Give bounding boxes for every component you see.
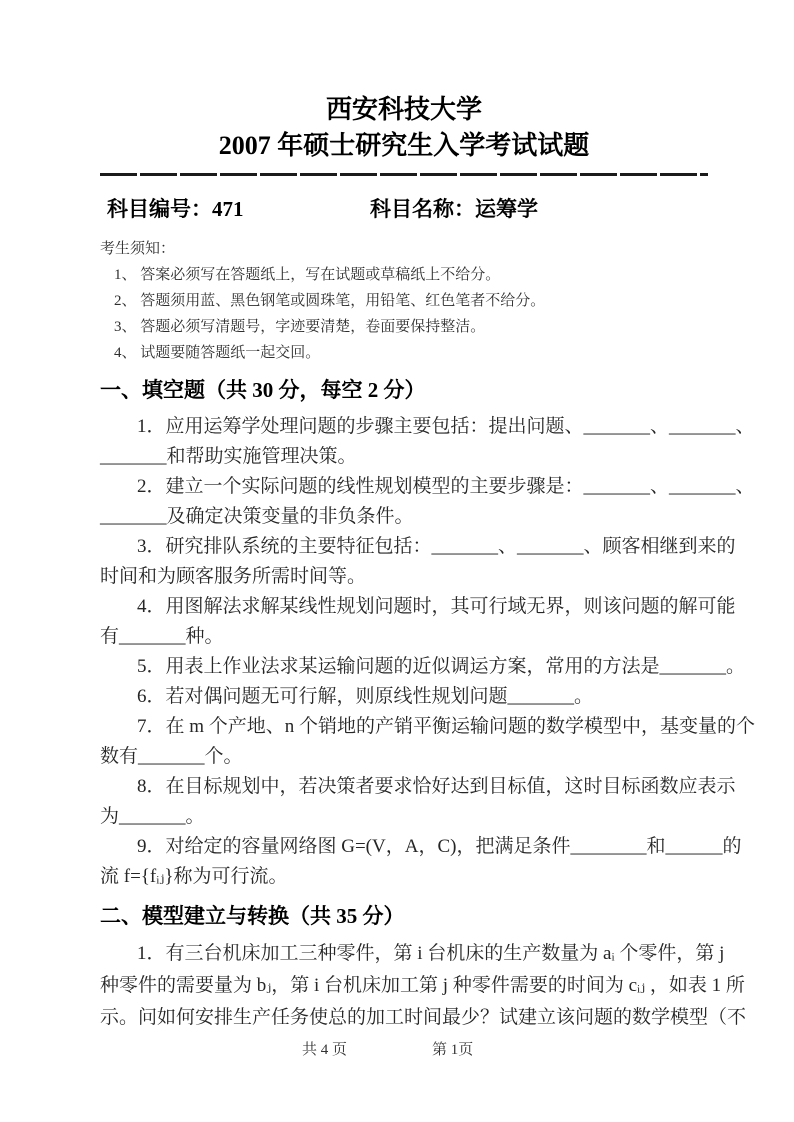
notice-item-2: 2、 答题须用蓝、黑色钢笔或圆珠笔，用铅笔、红色笔者不给分。 — [114, 293, 546, 309]
question-line: 5．用表上作业法求某运输问题的近似调运方案，常用的方法是_______。 — [137, 656, 746, 677]
question-line: 为_______。 — [100, 806, 205, 827]
page-content — [100, 92, 756, 1034]
question-8 — [100, 772, 736, 832]
question-line: 3．研究排队系统的主要特征包括：_______、_______、顾客相继到来的 — [137, 536, 736, 557]
question-line: _______和帮助实施管理决策。 — [100, 446, 357, 467]
total-pages-label: 共 4 页 — [302, 1042, 348, 1058]
question-line: 1．有三台机床加工三种零件，第 i 台机床的生产数量为 aᵢ 个零件，第 j — [137, 943, 725, 964]
question-3 — [100, 532, 736, 592]
question-line: 2．建立一个实际问题的线性规划模型的主要步骤是：_______、_______、 — [137, 476, 755, 497]
question-line: 时间和为顾客服务所需时间等。 — [100, 566, 367, 587]
question-2 — [100, 472, 755, 532]
current-page-label: 第 1页 — [432, 1042, 474, 1058]
section2-heading: 二、模型建立与转换（共 35 分） — [100, 904, 405, 928]
section1-heading: 一、填空题（共 30 分，每空 2 分） — [100, 378, 426, 402]
question-line: 数有_______个。 — [100, 746, 243, 767]
notice-title: 考生须知： — [100, 241, 176, 257]
question-1 — [100, 412, 755, 472]
question-line: 流 f={fᵢⱼ}称为可行流。 — [100, 866, 288, 887]
section2-questions — [100, 938, 747, 1034]
question-9 — [100, 832, 742, 892]
question-6 — [100, 682, 708, 712]
notice-item-3: 3、 答题必须写清题号，字迹要清楚，卷面要保持整洁。 — [114, 319, 486, 335]
question-5 — [100, 652, 746, 682]
question-line: 1．应用运筹学处理问题的步骤主要包括：提出问题、_______、_______、 — [137, 416, 755, 437]
notice-item-4: 4、 试题要随答题纸一起交回。 — [114, 345, 321, 361]
subject-row — [100, 193, 708, 221]
question-line: 9．对给定的容量网络图 G=(V，A，C)，把满足条件________和______的 — [137, 836, 742, 857]
section1-questions — [100, 412, 756, 892]
notice-item-1: 1、 答案必须写在答题纸上，写在试题或草稿纸上不给分。 — [114, 267, 501, 283]
question-line: 8．在目标规划中，若决策者要求恰好达到目标值，这时目标函数应表示 — [137, 776, 736, 797]
question-line: 4．用图解法求解某线性规划问题时，其可行域无界，则该问题的解可能 — [137, 596, 736, 617]
question-4 — [100, 592, 736, 652]
question-line: 7．在 m 个产地、n 个销地的产销平衡运输问题的数学模型中，基变量的个 — [137, 716, 756, 737]
question-s2-1 — [100, 938, 747, 1034]
university-title: 西安科技大学 — [325, 95, 482, 124]
header-divider — [100, 173, 708, 176]
subject-code: 科目编号：471 — [107, 197, 244, 221]
question-line: 种零件的需要量为 bⱼ，第 i 台机床加工第 j 种零件需要的时间为 cᵢⱼ ，如表 1 所 — [100, 975, 745, 996]
question-line: 有_______种。 — [100, 626, 224, 647]
subject-name: 科目名称：运筹学 — [370, 197, 538, 221]
notice-block — [100, 236, 708, 366]
exam-title: 2007 年硕士研究生入学考试试题 — [218, 131, 590, 160]
question-line: _______及确定决策变量的非负条件。 — [100, 506, 414, 527]
question-line: 示。问如何安排生产任务使总的加工时间最少？试建立该问题的数学模型（不 — [100, 1007, 747, 1028]
question-line: 6．若对偶问题无可行解，则原线性规划问题_______。 — [137, 686, 594, 707]
question-7 — [100, 712, 756, 772]
